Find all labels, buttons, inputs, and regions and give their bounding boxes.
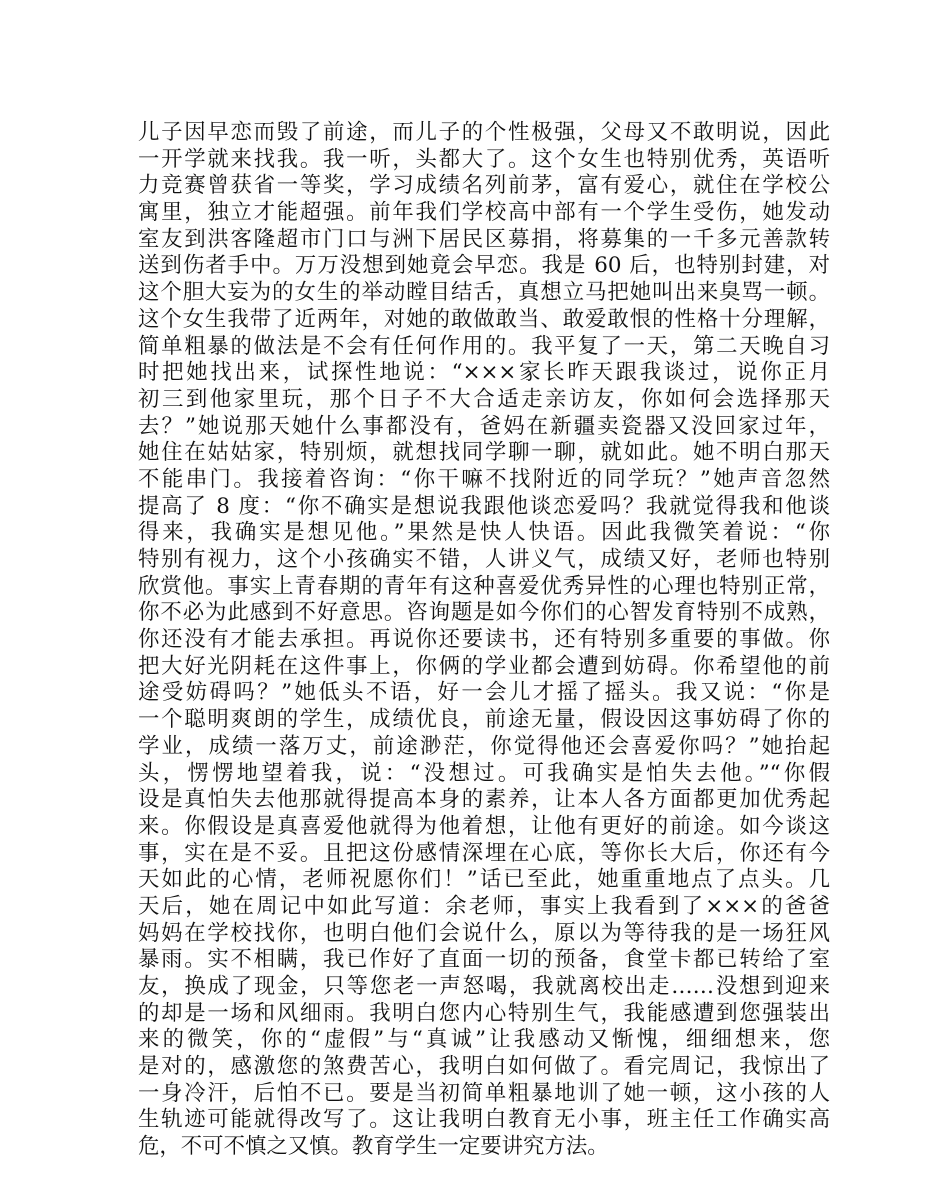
text-line: 是对的，感激您的煞费苦心，我明白如何做了。看完周记，我惊出了 [138,1054,830,1080]
text-line: 这个胆大妄为的女生的举动瞠目结舌，真想立马把她叫出来臭骂一顿。 [138,280,830,306]
text-line: 这个女生我带了近两年，对她的敢做敢当、敢爱敢恨的性格十分理解， [138,306,830,332]
text-line: 天如此的心情，老师祝愿你们！”话已至此，她重重地点了点头。几 [138,867,830,893]
text-line: 初三到他家里玩，那个日子不大合适走亲访友，你如何会选择那天 [138,386,830,412]
text-line: 途受妨碍吗？”她低头不语，好一会儿才摇了摇头。我又说：“你是 [138,680,830,706]
text-line: 一开学就来找我。我一听，头都大了。这个女生也特别优秀，英语听 [138,146,830,172]
text-line: 欣赏他。事实上青春期的青年有这种喜爱优秀异性的心理也特别正常， [138,573,830,599]
text-line: 特别有视力，这个小孩确实不错，人讲义气，成绩又好，老师也特别 [138,547,830,572]
text-line: 设是真怕失去他那就得提高本身的素养，让本人各方面都更加优秀起 [138,787,830,813]
text-line: 力竞赛曾获省一等奖，学习成绩名列前茅，富有爱心，就住在学校公 [138,173,830,199]
text-line: 室友到洪客隆超市门口与洲下居民区募捐，将募集的一千多元善款转 [138,226,830,252]
text-line: 危，不可不慎之又慎。教育学生一定要讲究方法。 [138,1134,609,1160]
text-line: 来的微笑，你的“虚假”与“真诚”让我感动又惭愧，细细想来，您 [138,1027,830,1053]
text-line: 寓里，独立才能超强。前年我们学校高中部有一个学生受伤，她发动 [138,200,830,226]
text-line: 你还没有才能去承担。再说你还要读书，还有特别多重要的事做。你 [138,627,830,653]
text-line: 学业，成绩一落万丈，前途渺茫，你觉得他还会喜爱你吗？”她抬起 [138,733,830,759]
text-line: 她住在姑姑家，特别烦，就想找同学聊一聊，就如此。她不明白那天 [138,440,830,466]
text-line: 事，实在是不妥。且把这份感情深埋在心底，等你长大后，你还有今 [138,840,830,866]
text-line: 生轨迹可能就得改写了。这让我明白教育无小事，班主任工作确实高 [138,1107,830,1133]
text-line: 暴雨。实不相瞒，我已作好了直面一切的预备，食堂卡都已转给了室 [138,947,830,973]
text-line: 得来，我确实是想见他。”果然是快人快语。因此我微笑着说：“你 [138,520,830,546]
text-line: 一个聪明爽朗的学生，成绩优良，前途无量，假设因这事妨碍了你的 [138,707,830,733]
text-line: 头，愣愣地望着我，说：“没想过。可我确实是怕失去他。”“你假 [138,760,830,786]
text-line: 时把她找出来，试探性地说：“×××家长昨天跟我谈过，说你正月 [138,360,830,386]
body-text [138,120,830,1161]
text-line: 不能串门。我接着咨询：“你干嘛不找附近的同学玩？”她声音忽然 [138,466,830,492]
text-line: 的却是一场和风细雨。我明白您内心特别生气，我能感遭到您强装出 [138,1000,830,1026]
text-line: 你不必为此感到不好意思。咨询题是如今你们的心智发育特别不成熟， [138,600,830,626]
text-line: 提高了 8 度：“你不确实是想说我跟他谈恋爱吗？我就觉得我和他谈 [138,493,830,519]
text-line: 去？”她说那天她什么事都没有，爸妈在新疆卖瓷器又没回家过年， [138,413,830,439]
text-line: 送到伤者手中。万万没想到她竟会早恋。我是 60 后，也特别封建，对 [138,253,830,279]
text-line: 儿子因早恋而毁了前途，而儿子的个性极强，父母又不敢明说，因此 [138,120,830,145]
text-line: 友，换成了现金，只等您老一声怒喝，我就离校出走……没想到迎来 [138,974,830,999]
text-line: 简单粗暴的做法是不会有任何作用的。我平复了一天，第二天晚自习 [138,333,830,359]
text-line: 天后，她在周记中如此写道：余老师，事实上我看到了×××的爸爸 [138,893,830,919]
text-line: 把大好光阴耗在这件事上，你俩的学业都会遭到妨碍。你希望他的前 [138,653,830,679]
text-line: 来。你假设是真喜爱他就得为他着想，让他有更好的前途。如今谈这 [138,813,830,839]
text-line: 妈妈在学校找你，也明白他们会说什么，原以为等待我的是一场狂风 [138,920,830,946]
text-line: 一身冷汗，后怕不已。要是当初简单粗暴地训了她一顿，这小孩的人 [138,1080,830,1106]
